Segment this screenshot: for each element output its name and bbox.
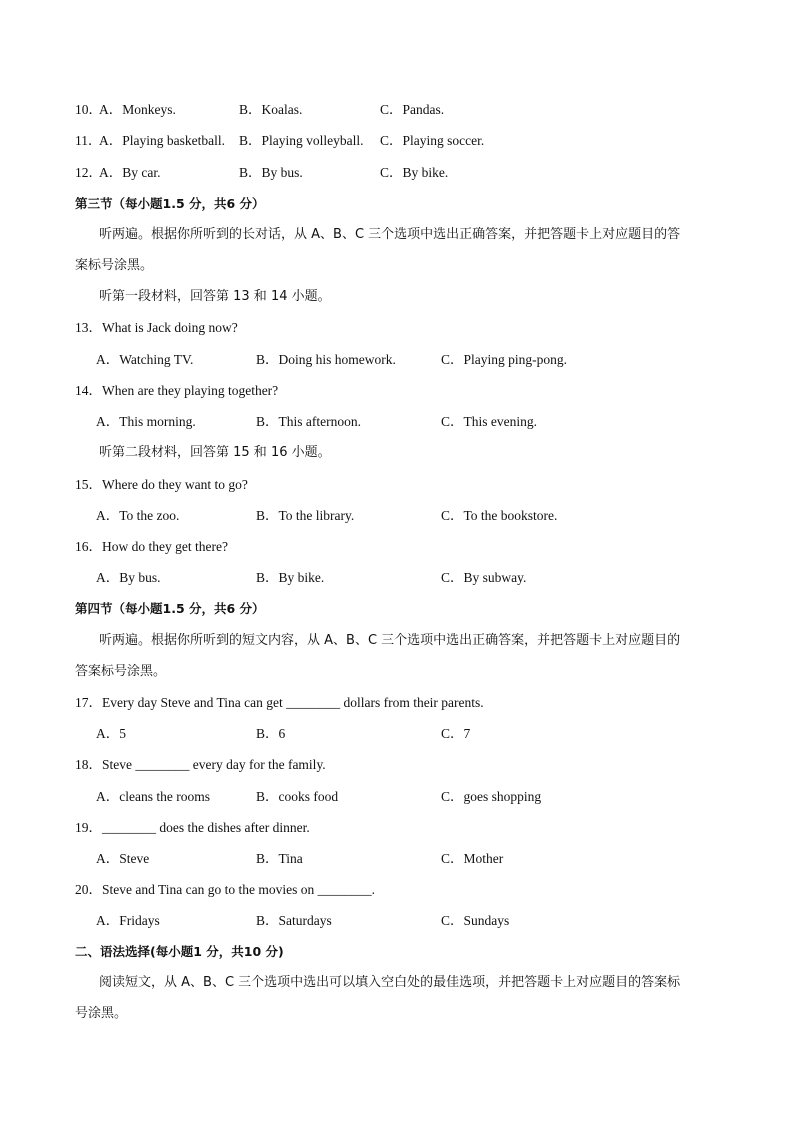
option-c: C．This evening. — [441, 414, 537, 429]
question-number: 10． — [75, 102, 102, 117]
option-b: B．6 — [256, 726, 286, 741]
question-stem: 17．Every day Steve and Tina can get ________ dollars from their parents. — [75, 695, 484, 710]
question-number: 12． — [75, 165, 102, 180]
option-a: A．This morning. — [96, 414, 196, 429]
option-a: A．cleans the rooms — [96, 789, 210, 804]
question-stem: 14．When are they playing together? — [75, 383, 279, 398]
question-stem: 20．Steve and Tina can go to the movies on ________. — [75, 882, 375, 897]
option-c: C．Playing ping-pong. — [441, 352, 568, 367]
option-a: A．Watching TV. — [96, 352, 194, 367]
part2-instruction-line1: 阅读短文，从 A、B、C 三个选项中选出可以填入空白处的最佳选项，并把答题卡上对应题目的答案标 — [99, 975, 681, 990]
option-a: A．Playing basketball. — [99, 133, 225, 148]
part2-title: 二、语法选择(每小题1 分，共10 分) — [75, 944, 284, 959]
option-b: B．cooks food — [256, 789, 339, 804]
option-b: B．Doing his homework. — [256, 352, 396, 367]
section4-instruction-line2: 答案标号涂黑。 — [75, 664, 167, 679]
option-c: C．Sundays — [441, 913, 510, 928]
option-a: A．Fridays — [96, 913, 160, 928]
option-c: C．By subway. — [441, 570, 527, 585]
option-c: C．By bike. — [380, 165, 449, 180]
material2-heading: 听第二段材料，回答第 15 和 16 小题。 — [99, 445, 331, 460]
question-stem: 13．What is Jack doing now? — [75, 320, 238, 335]
section4-instruction-line1: 听两遍。根据你所听到的短文内容，从 A、B、C 三个选项中选出正确答案，并把答题卡上对应题目的 — [99, 633, 681, 648]
option-c: C．To the bookstore. — [441, 508, 558, 523]
option-a: A．Steve — [96, 851, 150, 866]
option-b: B．Saturdays — [256, 913, 332, 928]
option-a: A．By bus. — [96, 570, 161, 585]
option-c: C．Playing soccer. — [380, 133, 485, 148]
material1-heading: 听第一段材料，回答第 13 和 14 小题。 — [99, 289, 331, 304]
option-b: B．By bike. — [256, 570, 325, 585]
option-b: B．To the library. — [256, 508, 355, 523]
question-stem: 16．How do they get there? — [75, 539, 228, 554]
option-c: C．Mother — [441, 851, 504, 866]
section3-title: 第三节（每小题1.5 分，共6 分） — [75, 196, 265, 211]
option-b: B．By bus. — [239, 165, 303, 180]
option-a: A．By car. — [99, 165, 161, 180]
option-c: C．7 — [441, 726, 471, 741]
option-b: B．Playing volleyball. — [239, 133, 364, 148]
question-stem: 18．Steve ________ every day for the family. — [75, 757, 326, 772]
section3-instruction-line2: 案标号涂黑。 — [75, 258, 154, 273]
option-a: A．5 — [96, 726, 126, 741]
option-b: B．Tina — [256, 851, 303, 866]
section3-instruction-line1: 听两遍。根据你所听到的长对话，从 A、B、C 三个选项中选出正确答案，并把答题卡上对应题目的答 — [99, 227, 681, 242]
option-a: A．Monkeys. — [99, 102, 176, 117]
option-b: B．This afternoon. — [256, 414, 361, 429]
question-stem: 19．________ does the dishes after dinner. — [75, 820, 310, 835]
part2-instruction-line2: 号涂黑。 — [75, 1006, 128, 1021]
option-c: C．goes shopping — [441, 789, 542, 804]
option-b: B．Koalas. — [239, 102, 303, 117]
option-c: C．Pandas. — [380, 102, 445, 117]
section4-title: 第四节（每小题1.5 分，共6 分） — [75, 601, 265, 616]
option-a: A．To the zoo. — [96, 508, 180, 523]
question-stem: 15．Where do they want to go? — [75, 477, 248, 492]
question-number: 11． — [75, 133, 102, 148]
